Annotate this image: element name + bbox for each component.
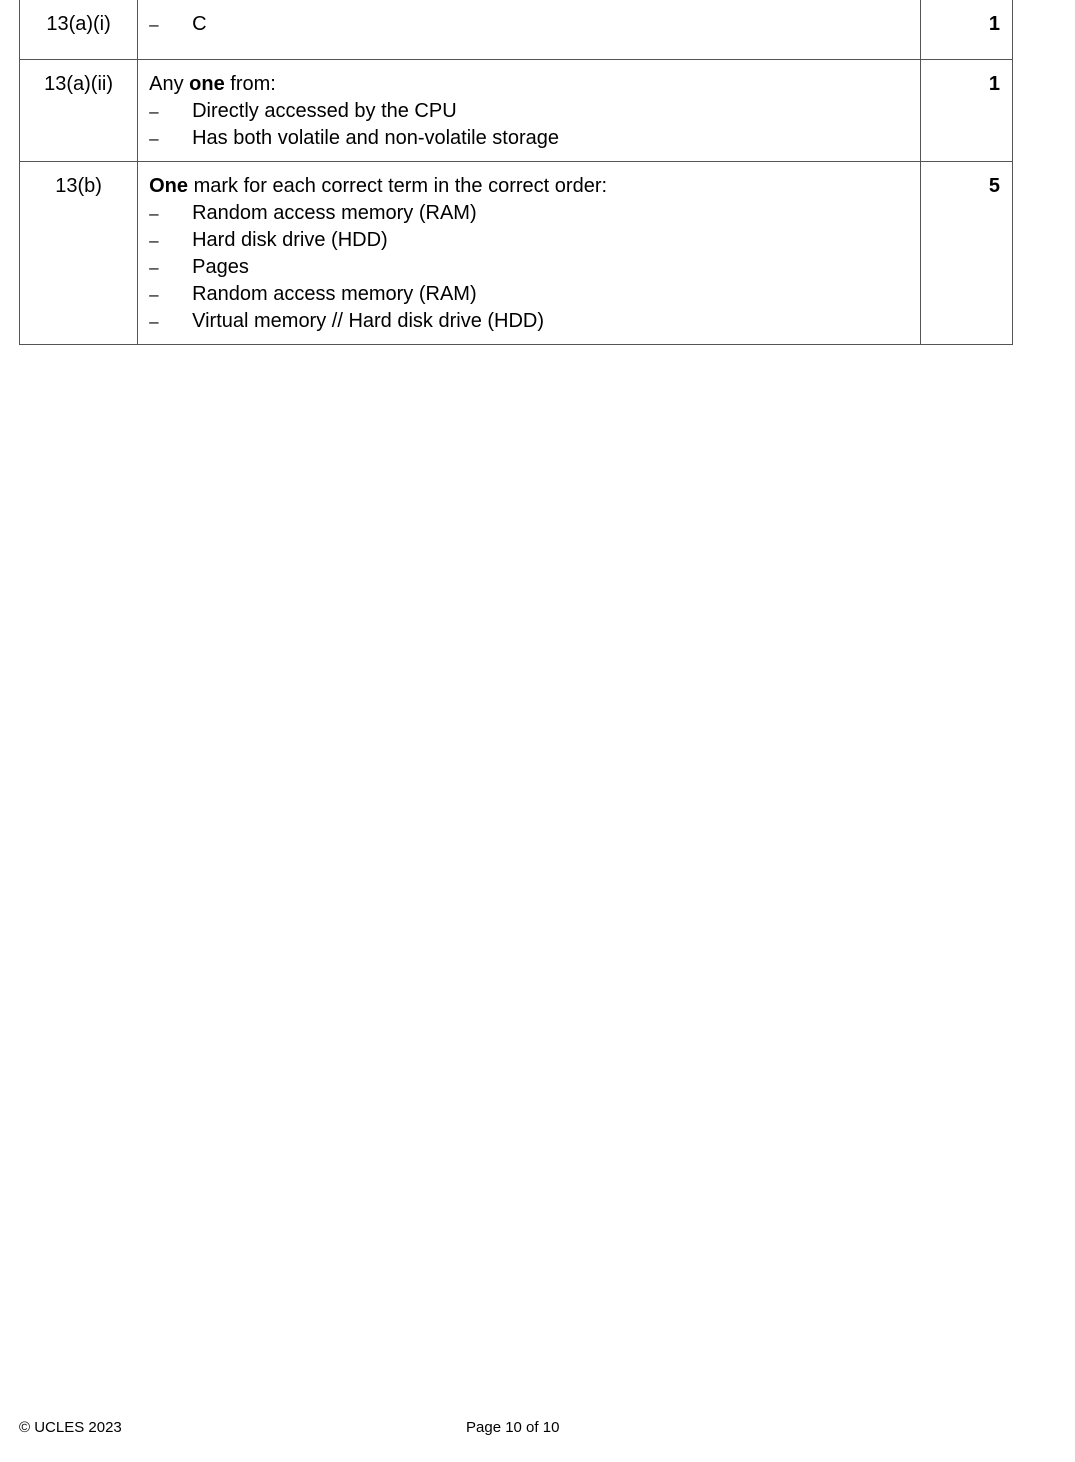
answer-cell <box>138 162 921 345</box>
list-item <box>149 11 910 38</box>
list-item <box>149 227 910 254</box>
answer-text: Pages <box>192 256 249 278</box>
list-item <box>149 281 910 308</box>
answer-intro <box>149 71 910 98</box>
intro-emphasis: One <box>149 175 189 197</box>
marks-value: 1 <box>920 60 1012 162</box>
list-item <box>149 254 910 281</box>
marks-value: 1 <box>920 0 1012 60</box>
mark-scheme-table <box>19 0 1013 345</box>
copyright-notice: © UCLES 2023 <box>19 1419 122 1436</box>
intro-text: Any <box>149 73 190 95</box>
dash-bullet: – <box>149 231 159 250</box>
list-item <box>149 98 910 125</box>
page-number: Page 10 of 10 <box>466 1419 560 1436</box>
answer-list <box>149 11 910 38</box>
dash-bullet: – <box>149 129 159 148</box>
table-row <box>20 0 1013 60</box>
answer-text: C <box>192 13 207 35</box>
answer-cell <box>138 0 921 60</box>
answer-intro <box>149 173 910 200</box>
dash-bullet: – <box>149 258 159 277</box>
answer-text: Random access memory (RAM) <box>192 202 477 224</box>
dash-bullet: – <box>149 312 159 331</box>
answer-text: Random access memory (RAM) <box>192 283 477 305</box>
answer-text: Virtual memory // Hard disk drive (HDD) <box>192 310 545 332</box>
answer-list <box>149 200 910 335</box>
dash-bullet: – <box>149 15 159 34</box>
dash-bullet: – <box>149 285 159 304</box>
table-row <box>20 162 1013 345</box>
marks-value: 5 <box>920 162 1012 345</box>
table-row <box>20 60 1013 162</box>
dash-bullet: – <box>149 204 159 223</box>
answer-list <box>149 98 910 152</box>
answer-text: Directly accessed by the CPU <box>192 100 457 122</box>
list-item <box>149 125 910 152</box>
answer-text: Has both volatile and non-volatile storage <box>192 127 560 149</box>
list-item <box>149 308 910 335</box>
question-number: 13(b) <box>20 162 138 345</box>
intro-text: from: <box>224 73 276 95</box>
answer-text: Hard disk drive (HDD) <box>192 229 388 251</box>
list-item <box>149 200 910 227</box>
intro-emphasis: one <box>189 73 225 95</box>
dash-bullet: – <box>149 102 159 121</box>
answer-cell <box>138 60 921 162</box>
intro-text: mark for each correct term in the correct order: <box>188 175 608 197</box>
question-number: 13(a)(ii) <box>20 60 138 162</box>
question-number: 13(a)(i) <box>20 0 138 60</box>
